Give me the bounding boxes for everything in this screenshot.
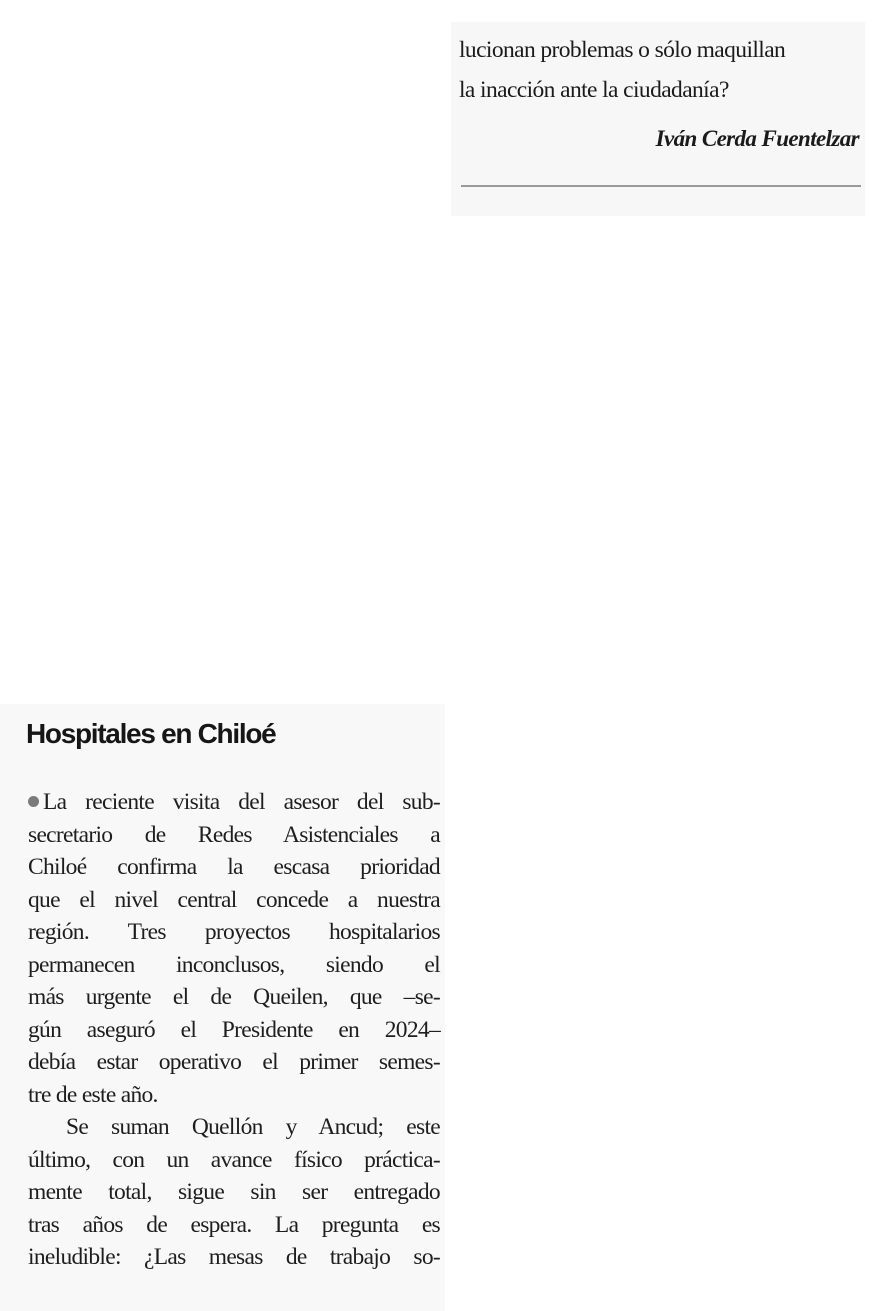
letter-line: ineludible: ¿Las mesas de trabajo so- (28, 1244, 440, 1270)
letter-hospitales-en-chiloe (0, 704, 445, 1311)
letter-line: mente total, sigue sin ser entregado (28, 1179, 440, 1205)
letter-body (28, 786, 440, 1274)
letter-line (28, 786, 440, 819)
letter-headline: Hospitales en Chiloé (26, 718, 276, 749)
letter-line: permanecen inconclusos, siendo el (28, 951, 440, 978)
letter-signature: Iván Cerda Fuentelzar (655, 126, 859, 151)
letter-line: Chiloé confirma la escasa prioridad (28, 854, 440, 880)
letter-line-text: La reciente visita del asesor del sub- (43, 789, 440, 815)
letter-line: región. Tres proyectos hospitalarios (28, 919, 440, 945)
bullet-icon (28, 796, 39, 807)
letter-line: último, con un avance físico práctica- (28, 1146, 440, 1173)
previous-letter-ending (451, 22, 865, 216)
letter-line: Se suman Quellón y Ancud; este (66, 1114, 440, 1140)
letter-line: tras años de espera. La pregunta es (28, 1211, 440, 1238)
letter-line: más urgente el de Queilen, que –se- (28, 984, 440, 1010)
letter-line: secretario de Redes Asistenciales a (28, 821, 440, 848)
letter-line: gún aseguró el Presidente en 2024– (28, 1016, 440, 1043)
section-divider (461, 185, 861, 187)
previous-letter-text: lucionan problemas o sólo maquillan la inacción ante la ciudadanía? (459, 37, 786, 103)
letter-line: que el nivel central concede a nuestra (28, 886, 440, 913)
letter-line: tre de este año. (28, 1081, 158, 1108)
letter-line: debía estar operativo el primer semes- (28, 1049, 440, 1075)
